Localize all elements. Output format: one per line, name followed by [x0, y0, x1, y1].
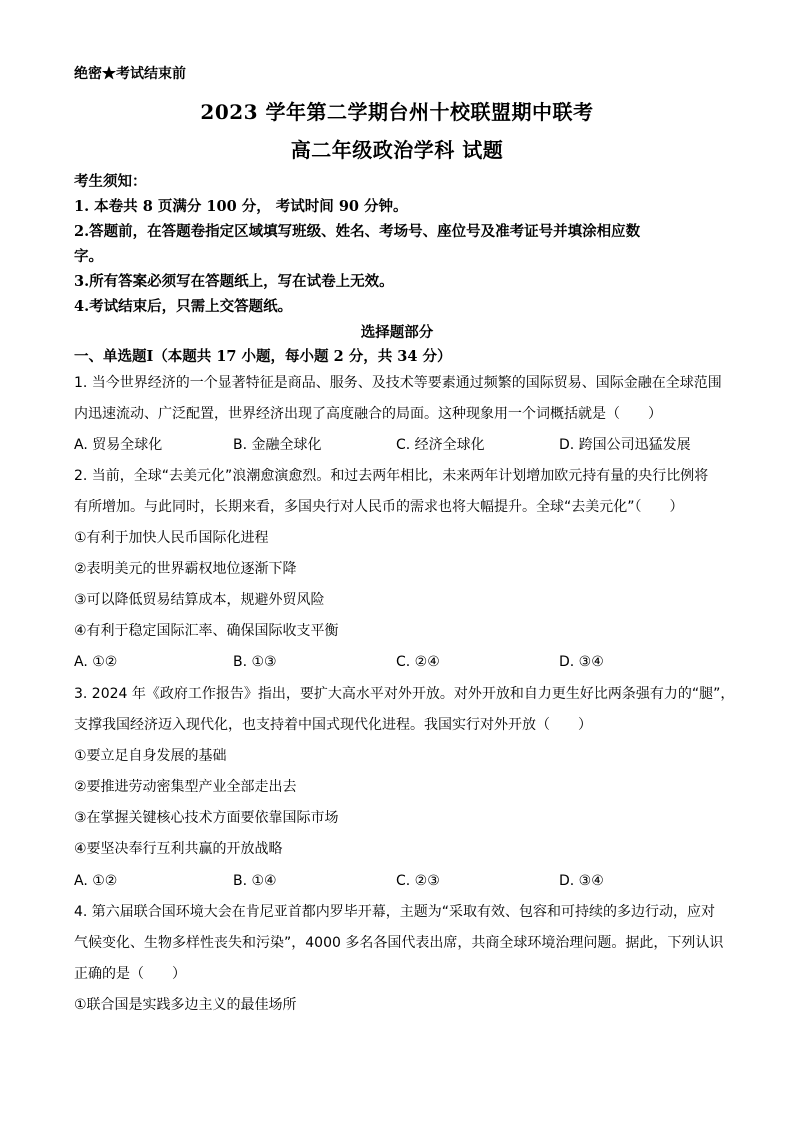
question-1-text: 1. 当今世界经济的一个显著特征是商品、服务、及技术等要素通过频繁的国际贸易、国际金融在全球范围 [74, 375, 722, 391]
notice-item: 字。 [74, 248, 103, 265]
question-1-text: 内迅速流动、广泛配置，世界经济出现了高度融合的局面。这种现象用一个词概括就是（ ） [74, 406, 662, 422]
secret-mark: 绝密★考试结束前 [74, 66, 186, 82]
question-3-text: 3. 2024 年《政府工作报告》指出，要扩大高水平对外开放。对外开放和自力更生好比两条强有力的“腿”， [74, 686, 735, 702]
question-2-statement: ②表明美元的世界霸权地位逐渐下降 [74, 561, 297, 577]
notice-heading: 考生须知： [74, 173, 147, 190]
question-2-statement: ③可以降低贸易结算成本，规避外贸风险 [74, 592, 325, 608]
question-2-statement: ①有利于加快人民币国际化进程 [74, 530, 269, 546]
question-1-choice-a: A. 贸易全球化 [74, 437, 163, 453]
question-1-choice-c: C. 经济全球化 [396, 437, 485, 453]
question-2-choice-b: B. ①③ [233, 654, 277, 670]
question-4-text: 4. 第六届联合国环境大会在肯尼亚首都内罗毕开幕，主题为“采取有效、包容和可持续的多边行动，应对 [74, 904, 716, 920]
question-1-choice-d: D. 跨国公司迅猛发展 [559, 437, 691, 453]
question-3-statement: ①要立足自身发展的基础 [74, 748, 227, 764]
question-3-statement: ④要坚决奉行互利共赢的开放战略 [74, 841, 283, 857]
question-2-choice-d: D. ③④ [559, 654, 604, 670]
question-3-statement: ③在掌握关键核心技术方面要依靠国际市场 [74, 810, 339, 826]
question-4-text: 气候变化、生物多样性丧失和污染”，4000 多名各国代表出席，共商全球环境治理问题。据此，下列认识 [74, 935, 724, 951]
question-2-choice-a: A. ①② [74, 654, 118, 670]
question-2-choice-c: C. ②④ [396, 654, 440, 670]
part-heading: 一、单选题Ⅰ（本题共 17 小题，每小题 2 分，共 34 分） [74, 348, 452, 365]
question-1-choice-b: B. 金融全球化 [233, 437, 322, 453]
question-3-text: 支撑我国经济迈入现代化，也支持着中国式现代化进程。我国实行对外开放（ ） [74, 717, 592, 733]
question-2-text: 2. 当前，全球“去美元化”浪潮愈演愈烈。和过去两年相比，未来两年计划增加欧元持有量的央行比例将 [74, 468, 709, 484]
question-4-statement: ①联合国是实践多边主义的最佳场所 [74, 997, 297, 1013]
question-3-choice-c: C. ②③ [396, 873, 440, 889]
question-3-choice-b: B. ①④ [233, 873, 277, 889]
question-2-text: 有所增加。与此同时，长期来看，多国央行对人民币的需求也将大幅提升。全球“去美元化”（ ） [74, 499, 684, 515]
notice-item: 2.答题前，在答题卷指定区域填写班级、姓名、考场号、座位号及准考证号并填涂相应数 [74, 223, 641, 240]
question-4-text: 正确的是（ ） [74, 966, 186, 982]
question-3-statement: ②要推进劳动密集型产业全部走出去 [74, 779, 297, 795]
exam-title: 2023 学年第二学期台州十校联盟期中联考 [200, 100, 594, 124]
notice-item: 3.所有答案必须写在答题纸上，写在试卷上无效。 [74, 273, 394, 290]
notice-item: 4.考试结束后，只需上交答题纸。 [74, 298, 293, 315]
exam-subtitle: 高二年级政治学科 试题 [290, 138, 504, 162]
section-title: 选择题部分 [360, 324, 434, 341]
notice-item: 1. 本卷共 8 页满分 100 分， 考试时间 90 分钟。 [74, 198, 408, 215]
question-2-statement: ④有利于稳定国际汇率、确保国际收支平衡 [74, 623, 339, 639]
question-3-choice-d: D. ③④ [559, 873, 604, 889]
question-3-choice-a: A. ①② [74, 873, 118, 889]
